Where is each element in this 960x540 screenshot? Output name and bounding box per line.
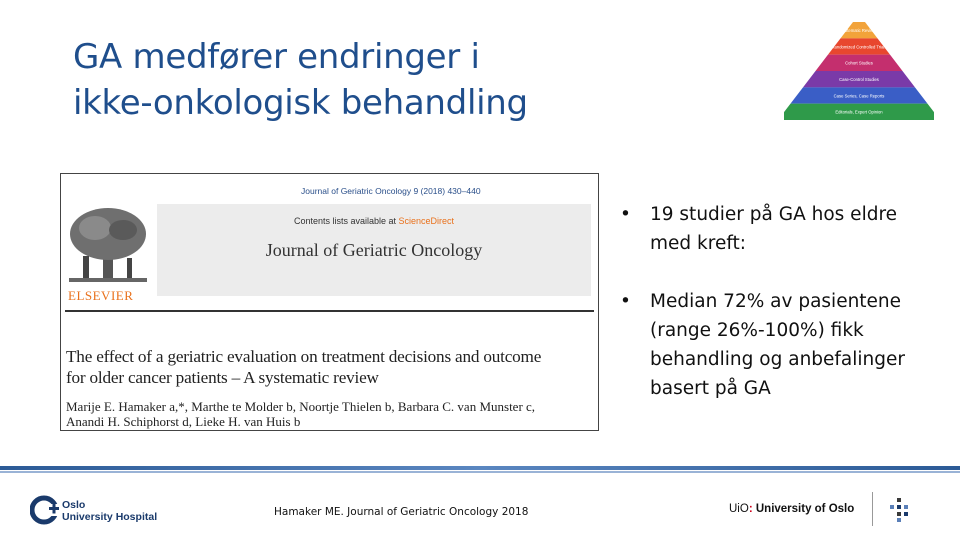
bullet-item: • 19 studier på GA hos eldre med kreft: [620,200,940,258]
paper-title-line-1: The effect of a geriatric evaluation on treatment decisions and outcome [66,347,542,366]
elsevier-tree-logo [65,204,151,284]
hospital-name [62,499,157,523]
evidence-pyramid-image [784,18,934,120]
paper-authors [66,399,596,429]
contents-prefix: Contents lists available at [293,216,399,226]
journal-header-panel [157,204,591,296]
slide-title-line-2: ikke-onkologisk behandling [73,83,528,123]
pyramid-level-label: Editorials, Expert Opinion [835,109,883,115]
uio-logo [729,503,854,515]
journal-citation: Journal of Geriatric Oncology 9 (2018) 430–440 [301,186,481,196]
hospital-name-line-1: Oslo [62,499,86,511]
uio-dots-icon [886,497,912,523]
paper-title-line-2: for older cancer patients – A systematic review [66,368,379,387]
pyramid-level-label: Randomized Controlled Trials [831,44,887,50]
pyramid-level-label: Case Series, Case Reports [833,93,885,99]
footer-rule-thin [0,471,960,473]
pyramid-level-label: Case-Control Studies [839,76,879,82]
paper-title [66,346,596,388]
authors-line-1: Marije E. Hamaker a,*, Marthe te Molder b, Noortje Thielen b, Barbara C. van Munster c, [66,399,536,414]
publisher-wordmark: ELSEVIER [68,288,134,303]
contents-line [157,216,591,226]
pyramid-level-label: Cohort Studies [845,60,873,66]
journal-name: Journal of Geriatric Oncology [265,240,483,260]
logo-divider [872,492,873,526]
uio-prefix: UiO [729,503,749,515]
footer-rule [0,466,960,470]
hospital-name-line-2: University Hospital [62,511,158,523]
slide-title-line-1: GA medfører endringer i [73,37,480,77]
sciencedirect-link[interactable]: ScienceDirect [398,216,455,226]
slide-title [73,34,633,126]
authors-line-2: Anandi H. Schiphorst d, Lieke H. van Huis b [66,414,301,429]
article-screenshot [60,173,599,431]
pyramid-level-label: Systematic Reviews [840,27,878,33]
bullet-list [620,200,940,432]
footer-citation: Hamaker ME. Journal of Geriatric Oncology 2018 [274,506,529,518]
uio-name: University of Oslo [755,503,855,515]
bullet-item: • Median 72% av pasientene (range 26%-100%) fikk behandling og anbefalinger basert på GA [620,287,940,403]
header-divider [65,310,594,312]
uio-dot: : [748,503,753,515]
